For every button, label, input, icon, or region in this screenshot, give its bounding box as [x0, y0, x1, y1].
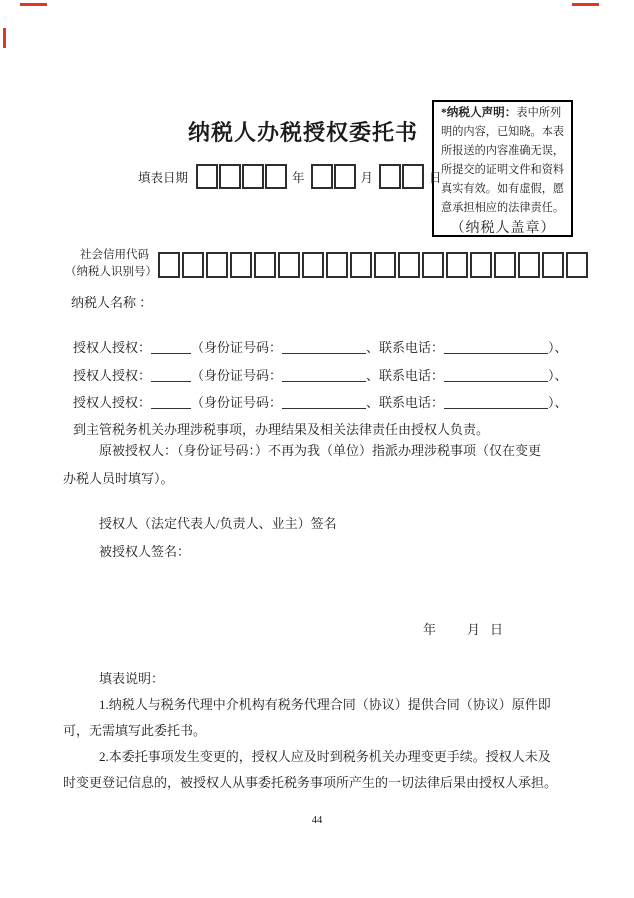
form-instructions — [63, 666, 588, 796]
fill-box — [311, 164, 333, 189]
authorization-prefix: 授权人授权： — [73, 395, 152, 410]
fill-box — [470, 252, 492, 278]
authorizee-name-blank — [151, 395, 191, 409]
credit-code-label-line1: 社会信用代码 — [80, 249, 149, 261]
authorization-line — [73, 362, 568, 390]
fill-date-label: 填表日期 — [138, 170, 189, 185]
taxpayer-name-label: 纳税人名称 ： — [71, 295, 153, 310]
instructions-title: 填表说明： — [99, 671, 165, 686]
red-registration-mark-top-right — [572, 3, 599, 6]
fill-box — [230, 252, 252, 278]
declaration-line: 所报送的内容准确无误， — [441, 145, 565, 157]
signature-section — [99, 510, 337, 565]
year-boxes — [196, 164, 288, 189]
id-number-label: （身份证号码： — [191, 340, 283, 355]
fill-box — [334, 164, 356, 189]
declaration-line: 真实有效。如有虚假，愿 — [441, 183, 565, 195]
fill-box — [182, 252, 204, 278]
declaration-line1: 表中所列 — [516, 107, 562, 119]
declaration-text — [441, 103, 565, 123]
phone-label: 、联系电话： — [366, 340, 445, 355]
instruction-item2-line2: 时变更登记信息的，被授权人从事委托税务事项所产生的一切法律后果由授权人承担。 — [63, 775, 558, 790]
authorization-line — [73, 389, 568, 417]
fill-box — [518, 252, 540, 278]
instruction-item1-line1: 1.纳税人与税务代理中介机构有税务代理合同（协议）提供合同（协议）原件即 — [99, 697, 551, 712]
id-number-blank — [282, 340, 366, 354]
fill-box — [350, 252, 372, 278]
id-number-blank — [282, 395, 366, 409]
id-number-label: （身份证号码： — [191, 367, 283, 383]
red-registration-mark-left-edge — [3, 28, 6, 48]
declaration-line: 明的内容，已知晓。本表 — [441, 126, 565, 138]
authorization-line — [73, 334, 568, 362]
fill-box — [566, 252, 588, 278]
authorizee-name-blank — [151, 340, 191, 354]
change-note-line2: 办税人员时填写）。 — [63, 470, 174, 486]
day-boxes — [379, 164, 425, 189]
authorization-prefix: 授权人授权： — [73, 340, 152, 355]
month-unit-label: 月 — [360, 170, 374, 185]
fill-box — [196, 164, 218, 189]
fill-box — [542, 252, 564, 278]
instruction-item2-line1: 2.本委托事项发生变更的，授权人应及时到税务机关办理变更手续。授权人未及 — [99, 749, 551, 764]
authorization-followup: 到主管税务机关办理涉税事项，办理结果及相关法律责任由授权人负责。 — [73, 422, 490, 437]
signature-year-label: 年 — [423, 622, 437, 637]
phone-blank — [444, 368, 548, 382]
fill-box — [379, 164, 401, 189]
fill-box — [326, 252, 348, 278]
taxpayer-declaration-box — [432, 100, 573, 237]
phone-label: 、联系电话： — [366, 395, 445, 410]
declaration-heading: *纳税人声明： — [441, 106, 517, 119]
phone-label: 、联系电话： — [366, 367, 445, 383]
document-title: 纳税人办税授权委托书 — [188, 120, 419, 145]
taxpayer-seal-label: （纳税人盖章） — [450, 221, 556, 236]
fill-box — [278, 252, 300, 278]
id-number-label: （身份证号码： — [191, 395, 283, 410]
month-boxes — [311, 164, 357, 189]
authorization-lines — [73, 334, 568, 417]
fill-box — [422, 252, 444, 278]
fill-box — [206, 252, 228, 278]
authorizer-signature-label: 授权人（法定代表人/负责人、业主）签名 — [99, 516, 337, 531]
declaration-line: 所提交的证明文件和资料 — [441, 164, 565, 176]
change-note-line1: 原被授权人：（身份证号码：）不再为我（单位）指派办理涉税事项（仅在变更 — [99, 443, 542, 458]
fill-box — [494, 252, 516, 278]
authorizee-signature-label: 被授权人签名： — [99, 543, 191, 559]
fill-box — [402, 164, 424, 189]
fill-box — [242, 164, 264, 189]
fill-box — [265, 164, 287, 189]
authorization-prefix: 授权人授权： — [73, 367, 152, 383]
signature-day-label: 日 — [490, 622, 504, 637]
instruction-item1-line2: 可，无需填写此委托书。 — [63, 723, 207, 738]
authorization-suffix: ）、 — [548, 395, 568, 410]
fill-box — [374, 252, 396, 278]
year-unit-label: 年 — [292, 170, 305, 185]
day-unit-label: 日 — [429, 170, 442, 185]
change-note — [63, 437, 541, 492]
fill-box — [398, 252, 420, 278]
authorization-suffix: ）、 — [548, 340, 568, 355]
signature-month-label: 月 — [467, 622, 481, 637]
phone-blank — [444, 340, 548, 354]
credit-code-label — [65, 247, 157, 281]
authorizee-name-blank — [151, 368, 191, 382]
fill-date-row — [138, 164, 442, 189]
red-registration-mark-top-left — [20, 3, 47, 6]
fill-box — [446, 252, 468, 278]
credit-code-label-line2: （纳税人识别号） — [65, 266, 157, 278]
fill-box — [219, 164, 241, 189]
id-number-blank — [282, 368, 366, 382]
phone-blank — [444, 395, 548, 409]
page-number: 44 — [311, 815, 323, 826]
fill-box — [254, 252, 276, 278]
authorization-suffix: ）、 — [548, 367, 568, 383]
credit-code-boxes — [158, 252, 590, 278]
fill-box — [302, 252, 324, 278]
fill-box — [158, 252, 180, 278]
declaration-line: 意承担相应的法律责任。 — [441, 202, 565, 214]
